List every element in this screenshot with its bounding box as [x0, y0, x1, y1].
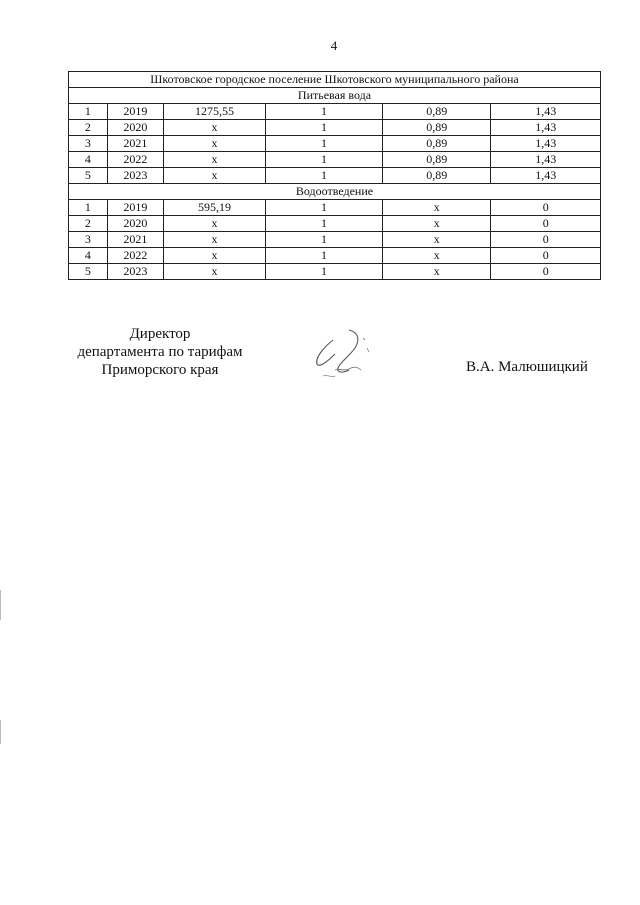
table-row [69, 152, 601, 168]
table-cell: 595,19 [164, 200, 266, 216]
table-row [69, 120, 601, 136]
table-cell: 1 [265, 168, 382, 184]
table-cell: 1,43 [491, 120, 601, 136]
scan-edge-mark [0, 720, 1, 744]
table-cell: 4 [69, 248, 108, 264]
signature-position-block [60, 325, 260, 379]
table-cell: 1 [265, 232, 382, 248]
table-cell: 1 [265, 248, 382, 264]
table-cell: 1 [69, 200, 108, 216]
table-cell: x [164, 248, 266, 264]
position-line: Директор [129, 326, 191, 342]
table-row [69, 216, 601, 232]
table-cell: 0,89 [383, 120, 491, 136]
table-cell: 4 [69, 152, 108, 168]
table-cell: 2021 [107, 232, 163, 248]
table-cell: 2020 [107, 216, 163, 232]
table-cell: 0 [491, 232, 601, 248]
table-row [69, 248, 601, 264]
table-cell: x [164, 136, 266, 152]
table-cell: 2022 [107, 152, 163, 168]
table-cell: 2021 [107, 136, 163, 152]
tariff-table-body [69, 72, 601, 280]
table-cell: 2 [69, 120, 108, 136]
table-cell: x [383, 248, 491, 264]
signer-name: В.А. Малюшицкий [466, 359, 588, 375]
table-cell: 2 [69, 216, 108, 232]
table-cell: 2019 [107, 104, 163, 120]
table-row [69, 264, 601, 280]
table-cell: x [164, 120, 266, 136]
table-row [69, 136, 601, 152]
table-cell: 5 [69, 168, 108, 184]
table-cell: 0 [491, 264, 601, 280]
table-cell: 0,89 [383, 168, 491, 184]
table-cell: 2022 [107, 248, 163, 264]
page-number: 4 [330, 38, 338, 53]
table-cell: x [383, 216, 491, 232]
table-cell: 2023 [107, 264, 163, 280]
table-cell: 0,89 [383, 104, 491, 120]
table-cell: 1 [265, 264, 382, 280]
table-title: Шкотовское городское поселение Шкотовского муниципального района [69, 72, 601, 88]
table-row [69, 232, 601, 248]
table-cell: 1,43 [491, 136, 601, 152]
table-row [69, 168, 601, 184]
tariff-table [68, 71, 601, 280]
table-cell: 3 [69, 232, 108, 248]
section-header-row [69, 88, 601, 104]
table-cell: x [383, 200, 491, 216]
handwritten-signature [305, 318, 385, 398]
table-cell: x [164, 216, 266, 232]
table-cell: x [164, 152, 266, 168]
table-cell: 2023 [107, 168, 163, 184]
table-cell: 0 [491, 216, 601, 232]
position-line: Приморского края [101, 362, 219, 378]
table-cell: 0 [491, 200, 601, 216]
table-cell: 1 [265, 216, 382, 232]
table-cell: 0,89 [383, 136, 491, 152]
table-cell: 1 [265, 200, 382, 216]
table-cell: 0 [491, 248, 601, 264]
table-cell: 2019 [107, 200, 163, 216]
table-cell: x [383, 232, 491, 248]
section-header: Питьевая вода [69, 88, 601, 104]
table-cell: 3 [69, 136, 108, 152]
table-cell: x [164, 264, 266, 280]
table-cell: 1 [265, 136, 382, 152]
table-cell: x [164, 168, 266, 184]
table-row [69, 104, 601, 120]
table-cell: 0,89 [383, 152, 491, 168]
table-cell: 1 [265, 120, 382, 136]
table-title-row [69, 72, 601, 88]
table-cell: 1 [265, 152, 382, 168]
position-line: департамента по тарифам [77, 344, 243, 360]
table-cell: 1275,55 [164, 104, 266, 120]
section-header-row [69, 184, 601, 200]
table-cell: x [383, 264, 491, 280]
table-row [69, 200, 601, 216]
table-cell: 1,43 [491, 104, 601, 120]
table-cell: 2020 [107, 120, 163, 136]
table-cell: x [164, 232, 266, 248]
table-cell: 1 [265, 104, 382, 120]
table-cell: 5 [69, 264, 108, 280]
table-cell: 1 [69, 104, 108, 120]
table-cell: 1,43 [491, 152, 601, 168]
table-cell: 1,43 [491, 168, 601, 184]
scan-edge-mark [0, 590, 1, 620]
section-header: Водоотведение [69, 184, 601, 200]
